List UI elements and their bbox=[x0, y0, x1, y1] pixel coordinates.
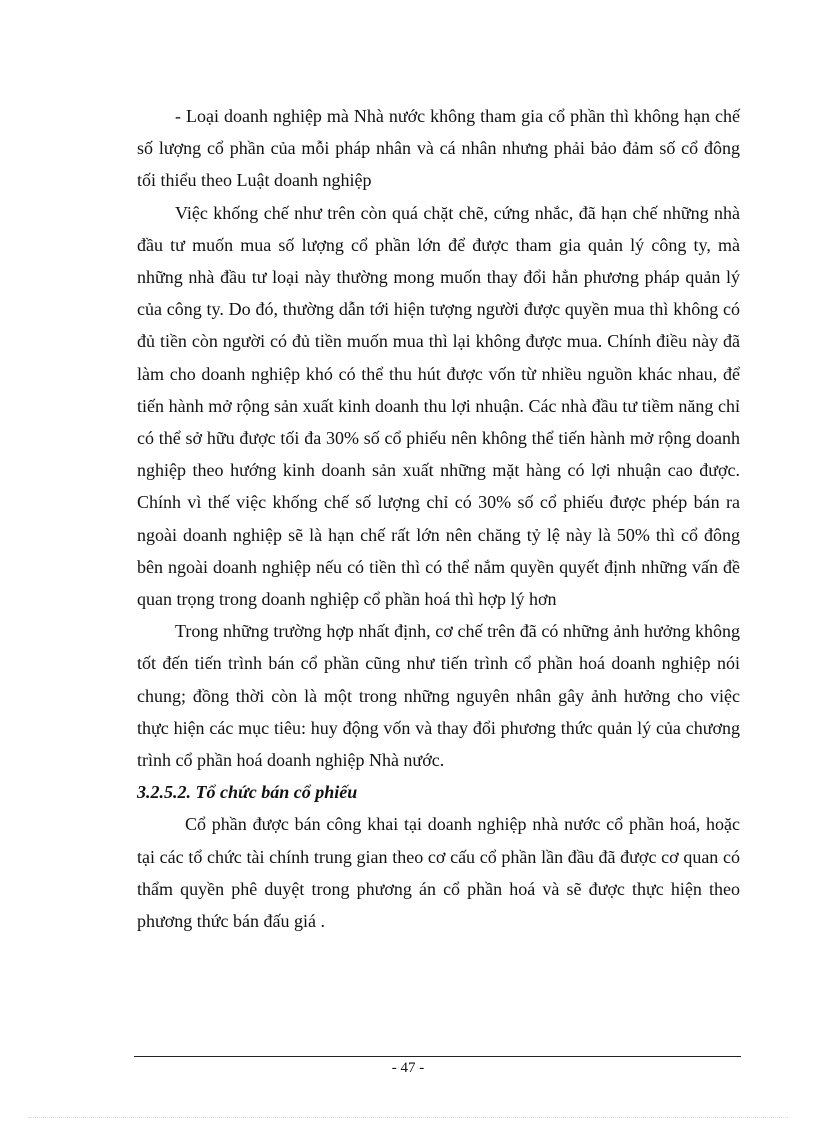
paragraph-mechanism-impact: Trong những trường hợp nhất định, cơ chế trên đã có những ảnh hưởng không tốt đến tiến trình bán cổ phần cũng như tiến trình cổ phần hoá doanh nghiệp nói chung; đồng thời còn là một trong những nguyên nhân gây ảnh hưởng cho việc thực hiện các mục tiêu: huy động vốn và thay đổi phương thức quản lý của chương trình cổ phần hoá doanh nghiệp Nhà nước. bbox=[137, 621, 740, 771]
paragraph-share-sale: Cổ phần được bán công khai tại doanh nghiệp nhà nước cổ phần hoá, hoặc tại các tổ chức tài chính trung gian theo cơ cấu cổ phần lần đầu đã được cơ quan có thẩm quyền phê duyệt trong phương án cổ phần hoá và sẽ được thực hiện theo phương thức bán đấu giá . bbox=[137, 814, 740, 932]
section-heading: 3.2.5.2. Tổ chức bán cổ phiếu bbox=[137, 782, 358, 803]
document-body bbox=[137, 100, 740, 937]
page-number: - 47 - bbox=[391, 1060, 425, 1076]
paragraph-share-limit: - Loại doanh nghiệp mà Nhà nước không tham gia cổ phần thì không hạn chế số lượng cổ phần của mỗi pháp nhân và cá nhân nhưng phải bảo đảm số cổ đông tối thiểu theo Luật doanh nghiệp bbox=[137, 106, 740, 191]
footer-divider bbox=[134, 1056, 741, 1057]
paragraph-control-criticism: Việc khống chế như trên còn quá chặt chẽ, cứng nhắc, đã hạn chế những nhà đầu tư muốn mua số lượng cổ phần lớn để được tham gia quản lý công ty, mà những nhà đầu tư loại này thường mong muốn thay đổi hẳn phương pháp quản lý của công ty. Do đó, thường dẫn tới hiện tượng người được quyền mua thì không có đủ tiền còn người có đủ tiền muốn mua thì lại không được mua. Chính điều này đã làm cho doanh nghiệp khó có thể thu hút được vốn từ nhiều nguồn khác nhau, để tiến hành mở rộng sản xuất kinh doanh thu lợi nhuận. Các nhà đầu tư tiềm năng chỉ có thể sở hữu được tối đa 30% số cổ phiếu nên không thể tiến hành mở rộng doanh nghiệp theo hướng kinh doanh sản xuất những mặt hàng có lợi nhuận cao được. Chính vì thế việc khống chế số lượng chỉ có 30% số cổ phiếu được phép bán ra ngoài doanh nghiệp sẽ là hạn chế rất lớn nên chăng tỷ lệ này là 50% thì cổ đông bên ngoài doanh nghiệp nếu có tiền thì có thể nắm quyền quyết định những vấn đề quan trọng trong doanh nghiệp cổ phần hoá thì hợp lý hơn bbox=[137, 202, 740, 610]
page-bottom-dotted-line bbox=[28, 1117, 788, 1118]
